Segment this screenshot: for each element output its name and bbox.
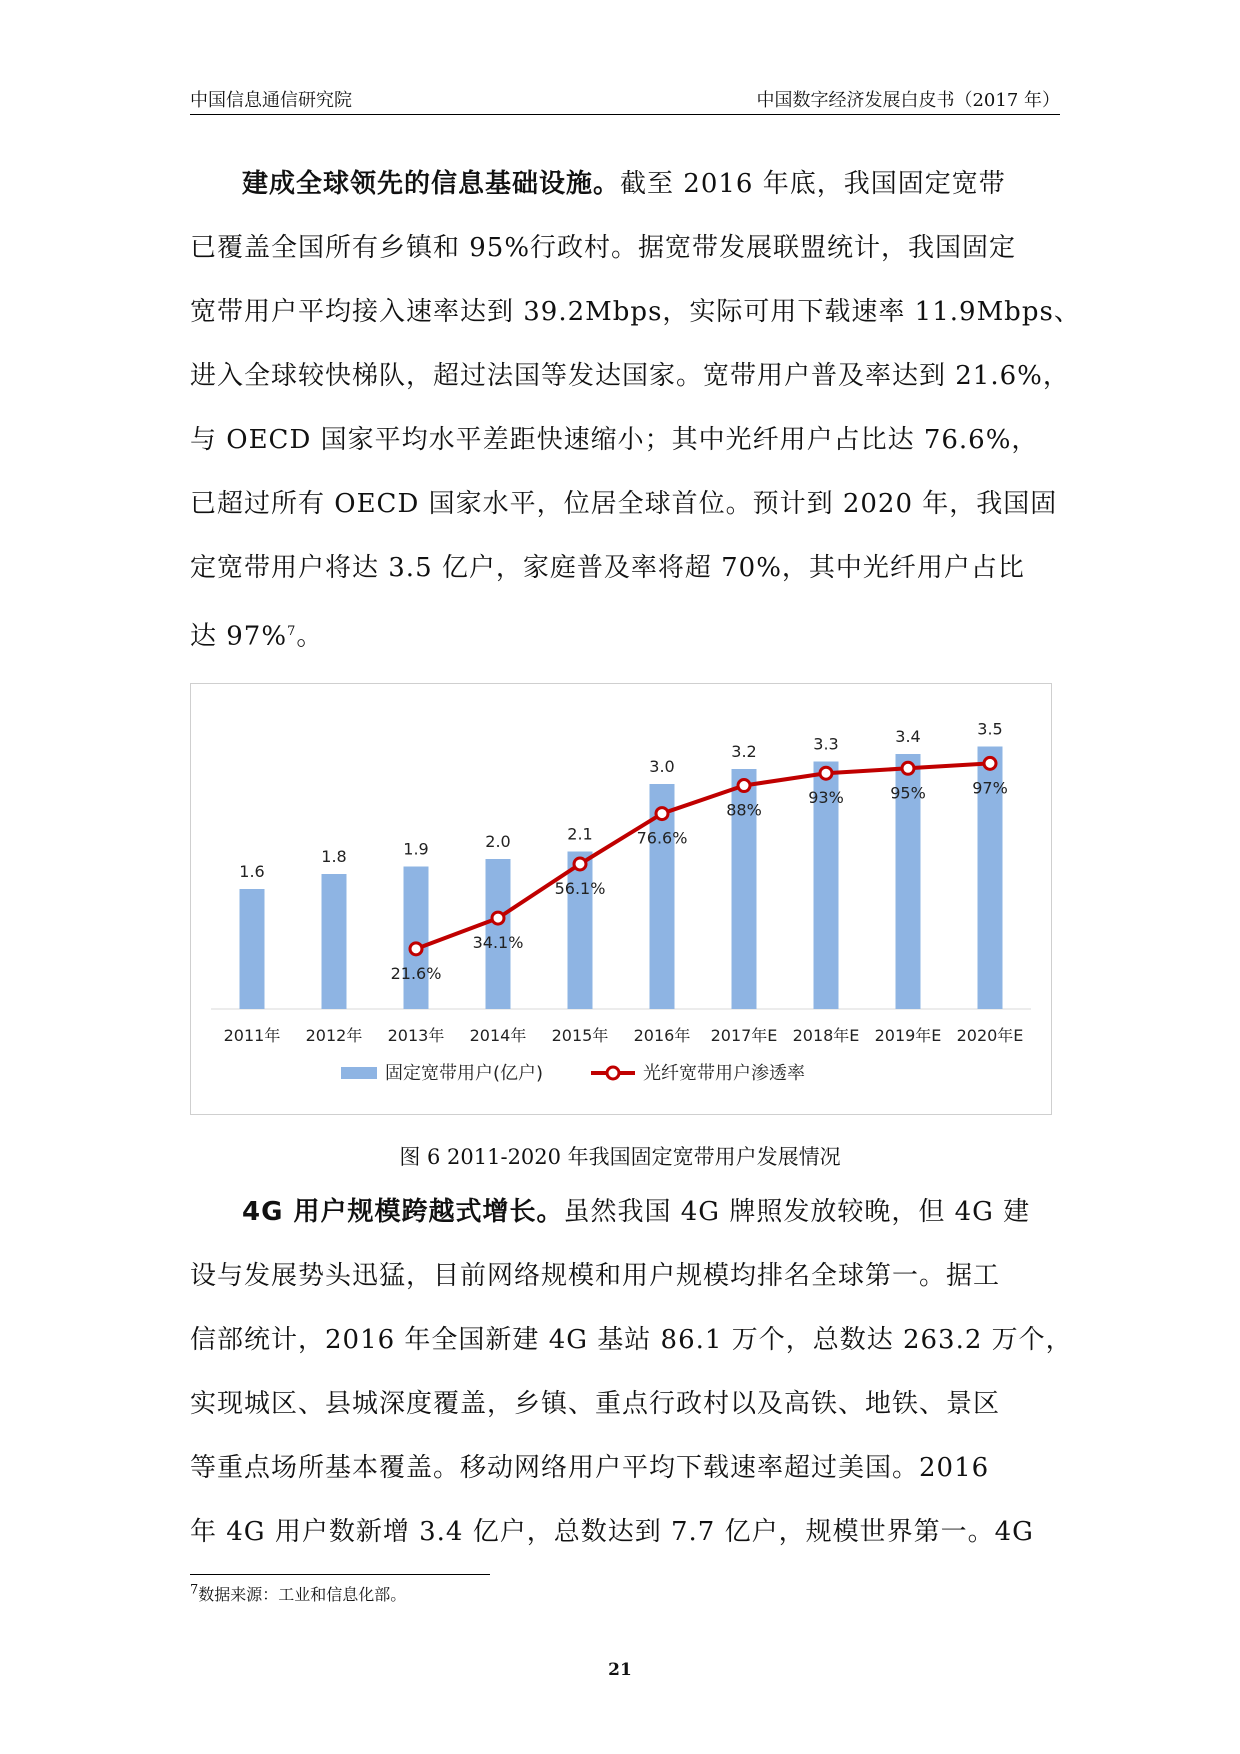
bar-data-label: 3.0 (649, 757, 675, 776)
x-tick-label: 2017年E (710, 1026, 778, 1045)
line-data-label: 56.1% (554, 878, 606, 898)
line-data-label: 95% (890, 783, 926, 803)
header-right: 中国数字经济发展白皮书（2017 年） (756, 90, 1060, 111)
line-data-label: 97% (972, 778, 1008, 798)
bar-data-label: 3.3 (813, 734, 839, 754)
x-tick-label: 2016年 (633, 1026, 691, 1045)
x-tick-label: 2015年 (551, 1026, 609, 1045)
paragraph-line: 进入全球较快梯队，超过法国等发达国家。宽带用户普及率达到 21.6%， (190, 361, 1070, 391)
line-data-label: 21.6% (390, 963, 442, 983)
header-left: 中国信息通信研究院 (190, 90, 352, 111)
footnote-mark: 7 (190, 1582, 199, 1598)
line-data-label: 88% (726, 800, 762, 820)
line-marker (492, 912, 504, 924)
line-marker (820, 767, 832, 779)
paragraph-lead: 4G 用户规模跨越式增长。 (242, 1197, 564, 1227)
paragraph-line: 宽带用户平均接入速率达到 39.2Mbps，实际可用下载速率 11.9Mbps、 (190, 297, 1081, 327)
x-tick-label: 2018年E (792, 1026, 860, 1045)
x-tick-label: 2020年E (956, 1026, 1024, 1045)
bar-data-label: 1.6 (239, 862, 265, 881)
legend-bar-swatch (341, 1067, 377, 1079)
paragraph-line (190, 152, 1060, 216)
footnote-divider (190, 1574, 490, 1575)
bar-data-label: 2.0 (485, 832, 511, 851)
page-header (190, 82, 1060, 115)
bar-data-label: 3.2 (731, 742, 757, 761)
paragraph-line: 定宽带用户将达 3.5 亿户，家庭普及率将超 70%，其中光纤用户占比 (190, 553, 1025, 583)
line-marker (574, 858, 586, 870)
paragraph-line: 等重点场所基本覆盖。移动网络用户平均下载速率超过美国。2016 (190, 1453, 990, 1483)
bar-data-label: 2.1 (567, 824, 593, 844)
paragraph-line: 已覆盖全国所有乡镇和 95%行政村。据宽带发展联盟统计，我国固定 (190, 233, 1017, 263)
paragraph-line (190, 600, 1060, 669)
legend-line-label: 光纤宽带用户渗透率 (643, 1063, 805, 1084)
paragraph-line: 实现城区、县城深度覆盖，乡镇、重点行政村以及高铁、地铁、景区 (190, 1389, 1001, 1419)
bar-data-label: 1.8 (321, 847, 347, 866)
chart-container (190, 683, 1052, 1115)
paragraph-line: 年 4G 用户数新增 3.4 亿户，总数达到 7.7 亿户，规模世界第一。4G (190, 1517, 1034, 1547)
footnote-reference[interactable]: 7 (287, 624, 297, 639)
x-tick-label: 2019年E (874, 1026, 942, 1045)
line-data-label: 76.6% (636, 828, 688, 848)
paragraph-line-text: 虽然我国 4G 牌照发放较晚，但 4G 建 (563, 1197, 1031, 1227)
x-tick-label: 2012年 (305, 1026, 363, 1045)
bar (322, 874, 347, 1009)
paragraph-line-text: 截至 2016 年底，我国固定宽带 (620, 169, 1006, 199)
line-marker (738, 780, 750, 792)
line-marker (410, 943, 422, 955)
footnote (190, 1582, 406, 1605)
bar-data-label: 1.9 (403, 839, 429, 859)
paragraph-line: 信部统计，2016 年全国新建 4G 基站 86.1 万个，总数达 263.2 万个， (190, 1325, 1073, 1355)
x-tick-label: 2013年 (387, 1026, 445, 1045)
line-data-label: 34.1% (472, 933, 524, 953)
legend-bar-label: 固定宽带用户(亿户) (385, 1063, 544, 1084)
x-tick-label: 2014年 (469, 1026, 527, 1045)
paragraph-line: 设与发展势头迅猛，目前网络规模和用户规模均排名全球第一。据工 (190, 1261, 1001, 1291)
paragraph-line-text: 达 97% (190, 621, 288, 652)
x-tick-label: 2011年 (223, 1026, 281, 1045)
paragraph-infrastructure (190, 152, 1081, 669)
footnote-text: 数据来源：工业和信息化部。 (198, 1585, 407, 1604)
paragraph-line (190, 1180, 1060, 1244)
broadband-chart (191, 684, 1051, 1114)
line-marker (902, 762, 914, 774)
line-marker (984, 757, 996, 769)
bar (568, 852, 593, 1010)
paragraph-line: 与 OECD 国家平均水平差距快速缩小；其中光纤用户占比达 76.6%， (190, 425, 1039, 455)
line-data-label: 93% (808, 788, 844, 808)
legend-line-marker (607, 1067, 619, 1079)
bar-data-label: 3.4 (895, 727, 921, 746)
paragraph-4g (190, 1180, 1073, 1564)
page-number: 21 (608, 1660, 632, 1680)
bar (404, 867, 429, 1010)
bar-data-label: 3.5 (977, 719, 1003, 739)
line-marker (656, 808, 668, 820)
paragraph-lead: 建成全球领先的信息基础设施。 (242, 169, 621, 199)
figure-caption: 图 6 2011-2020 年我国固定宽带用户发展情况 (399, 1145, 841, 1169)
paragraph-line-tail: 。 (296, 621, 324, 652)
bar (240, 889, 265, 1009)
paragraph-line: 已超过所有 OECD 国家水平，位居全球首位。预计到 2020 年，我国固 (190, 489, 1058, 519)
